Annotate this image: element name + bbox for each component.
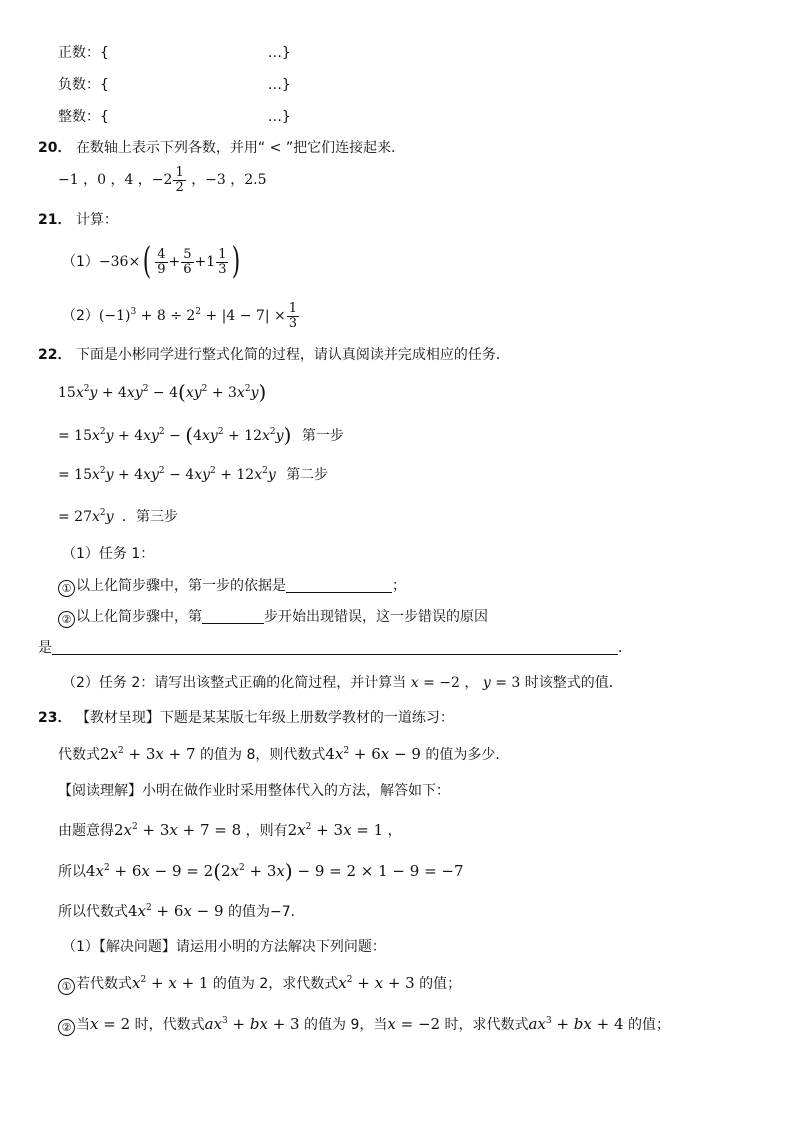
fraction-denominator: 2	[175, 179, 184, 195]
circle-1-marker-b: ①	[58, 978, 75, 995]
question-20	[38, 141, 405, 155]
part-2-a: $(-1)^3 + 8 \div 2^2 + |4 - 7|$ ×	[98, 307, 286, 325]
answer-blank-step[interactable]	[202, 609, 264, 624]
question-21-number: 21．	[38, 212, 72, 228]
q23-item-1: ① 若代数式$x^2 + x + 1$ 的值为 2，求代数式$x^2 + x + 3$ 的值；	[58, 976, 461, 995]
question-21-text: 计算：	[75, 212, 118, 228]
fraction-5-6: $\frac{5}{6}$	[183, 246, 192, 277]
q23-line-3: 所以$4x^2 + 6x - 9 = 2(2x^2 + 3x) - 9 = 2 \times 1 - 9 = -7$	[58, 859, 464, 883]
integer-set-label: 整数：{	[58, 109, 109, 125]
q23-line-1: 代数式$2x^2 + 3x + 7$ 的值为 8，则代数式$4x^2 + 6x - 9$ 的值为多少．	[58, 745, 510, 763]
q23-line-4: 所以代数式$4x^2 + 6x - 9$ 的值为−7．	[58, 902, 305, 920]
negative-set-line	[58, 78, 291, 92]
numbers-part-b: ，−3 ，2.5	[191, 172, 267, 189]
task-1-item-1-text: 以上化简步骤中，第一步的依据是	[76, 578, 286, 594]
circle-2-marker: ②	[58, 611, 75, 628]
question-23-number: 23．	[38, 710, 72, 726]
q23-reading: 【阅读理解】小明在做作业时采用整体代入的方法，解答如下：	[58, 783, 450, 799]
mixed-fraction	[173, 166, 185, 194]
question-21-part-1: （1）−36×( $\frac{4}{9}$ + $\frac{5}{6}$ +1 $\frac{1}{3}$ )	[62, 241, 241, 282]
question-21	[38, 213, 118, 227]
positive-set-line	[58, 46, 291, 60]
part-1-coeff: −36×	[98, 254, 141, 270]
integer-set-end: …}	[267, 109, 291, 125]
expr-line-3: = $27x^2y$ ．第三步	[58, 508, 178, 525]
task-1-item-2-text-a: 以上化简步骤中，第	[76, 609, 202, 625]
task-1-label: （1）任务 1：	[62, 546, 155, 562]
negative-set-label: 负数：{	[58, 77, 109, 93]
task-1-item-2	[58, 609, 488, 628]
task-2-text-a: （2）任务 2：请写出该整式正确的化简过程，并计算当	[62, 675, 407, 691]
task-2-text-c: 时该整式的值．	[524, 675, 623, 691]
circle-2-marker-b: ②	[58, 1019, 75, 1036]
positive-set-end: …}	[267, 45, 291, 61]
question-20-number: 20．	[38, 140, 72, 156]
q23-item-2: ② 当x = 2 时，代数式$ax^3$ + bx + 3 的值为 9，当x = −2 时，求代数式$ax^3$ + bx + 4 的值；	[58, 1017, 670, 1036]
question-22-text: 下面是小彬同学进行整式化简的过程，请认真阅读并完成相应的任务．	[75, 347, 510, 363]
question-23	[38, 711, 454, 725]
question-21-part-2	[62, 302, 300, 330]
answer-blank-basis[interactable]	[286, 578, 392, 593]
task-1-item-2-text-b: 步开始出现错误，这一步错误的原因	[264, 609, 488, 625]
expr-line-0: $15x^2y + 4xy^2 - 4(xy^2 + 3x^2y)$	[58, 380, 267, 404]
task-1-item-2-cont: 是 ．	[38, 640, 632, 656]
task-1-item-1: ① 以上化简步骤中，第一步的依据是 ；	[58, 578, 406, 597]
fraction-1-3: $\frac{1}{3}$	[218, 246, 227, 277]
answer-blank-reason[interactable]	[52, 640, 618, 655]
numbers-part-a: −1 ，0 ，4 ，−2	[58, 172, 173, 189]
circle-1-marker: ①	[58, 580, 75, 597]
question-23-head: 【教材呈现】下题是某某版七年级上册数学教材的一道练习：	[75, 710, 454, 726]
part-1-label: （1）	[62, 254, 99, 270]
question-22-number: 22．	[38, 347, 72, 363]
step-2-note: 第二步	[286, 467, 329, 483]
q23-part-1: （1）【解决问题】请运用小明的方法解决下列问题：	[62, 939, 386, 955]
task-2: （2）任务 2：请写出该整式正确的化简过程，并计算当 x = −2 ， y = 3 时该整式的值．	[62, 675, 623, 691]
step-1-note: 第一步	[301, 428, 344, 444]
part-2-label: （2）	[62, 308, 99, 325]
question-20-numbers	[58, 166, 267, 194]
q23-line-2: 由题意得$2x^2 + 3x + 7 = 8$ ，则有$2x^2 + 3x = 1$ ，	[58, 821, 402, 839]
question-20-text: 在数轴上表示下列各数，并用“ < ”把它们连接起来．	[75, 140, 406, 156]
integer-set-line	[58, 110, 291, 124]
fraction-1-3-b: $\frac{1}{3}$	[288, 301, 298, 331]
question-22	[38, 348, 510, 362]
negative-set-end: …}	[267, 77, 291, 93]
expr-line-2: = $15x^2y + 4xy^2 - 4xy^2 + 12x^2y$ 第二步	[58, 466, 329, 483]
fraction-numerator: 1	[175, 165, 184, 180]
expr-line-1: = $15x^2y + 4xy^2 - (4xy^2 + 12x^2y)$ 第一步	[58, 423, 344, 447]
positive-set-label: 正数：{	[58, 45, 109, 61]
step-3-note: ．第三步	[122, 509, 178, 525]
fraction-4-9: $\frac{4}{9}$	[157, 246, 166, 277]
